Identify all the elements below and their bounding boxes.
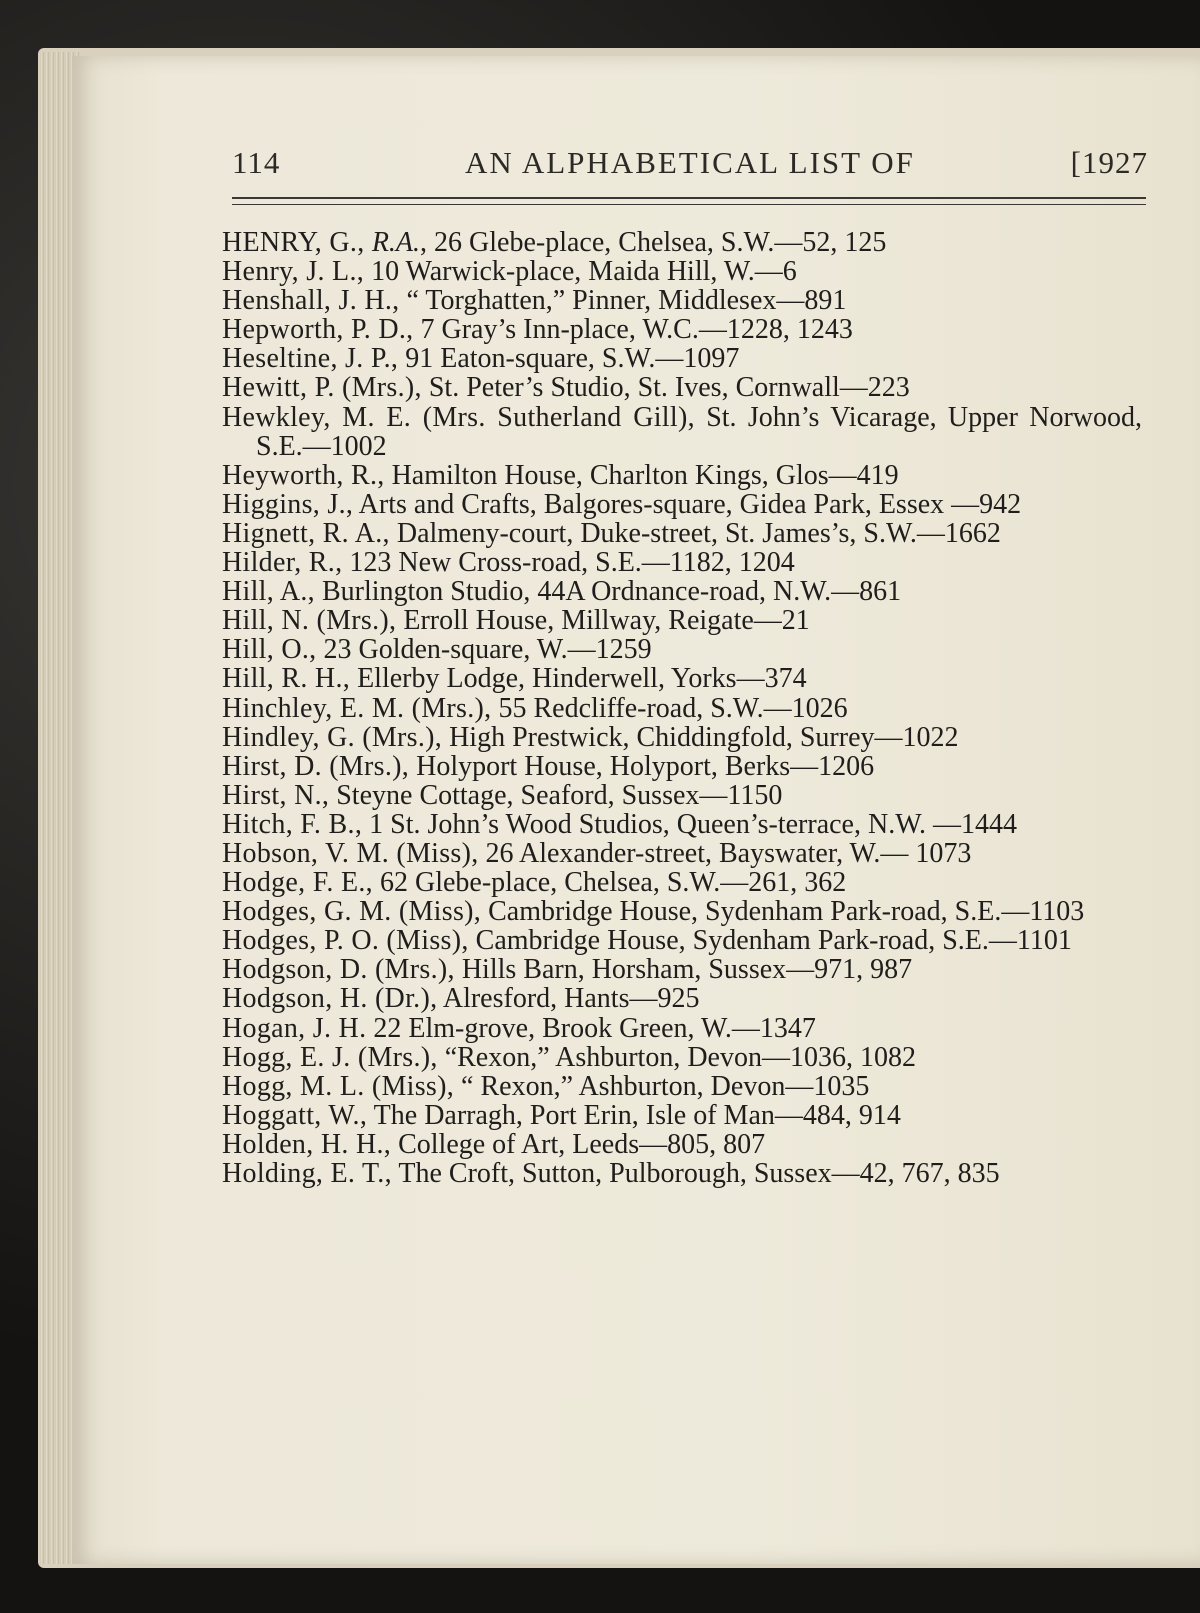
list-item	[222, 1014, 1142, 1043]
entry-name: Henshall, J. H.,	[222, 285, 400, 317]
entry-details: The Croft, Sutton, Pulborough, Sussex—42, 767, 835	[391, 1158, 1000, 1189]
running-head	[232, 145, 1148, 189]
list-item	[222, 286, 1142, 315]
entry-details: 23 Golden-square, W.—1259	[316, 634, 652, 666]
entry-name: Hewitt, P. (Mrs.),	[222, 372, 422, 404]
list-item	[222, 1159, 1142, 1188]
entry-name: Hirst, D. (Mrs.),	[222, 750, 410, 782]
list-item	[222, 490, 1142, 519]
entry-qualifier: R.A.	[371, 227, 421, 258]
list-item	[222, 519, 1142, 548]
list-item	[222, 315, 1142, 344]
list-item	[222, 897, 1142, 926]
list-item	[222, 1101, 1142, 1130]
entry-name: Hill, A.,	[222, 576, 315, 608]
entry-details: 10 Warwick-place, Maida Hill, W.—6	[364, 256, 797, 288]
list-item	[222, 344, 1142, 373]
list-item	[222, 781, 1142, 810]
entry-name: Higgins, J.,	[222, 488, 354, 520]
entry-details: 26 Alexander-street, Bayswater, W.— 1073	[478, 837, 972, 869]
entry-details: 91 Eaton-square, S.W.—1097	[398, 343, 740, 375]
entry-details: Dalmeny-court, Duke-street, St. James’s, S.W.—1662	[389, 517, 1001, 549]
entry-name: Hignett, R. A.,	[222, 517, 390, 549]
entry-details: Alresford, Hants—925	[437, 983, 700, 1015]
entry-name: Hepworth, P. D.,	[222, 314, 414, 346]
entry-details: Ellerby Lodge, Hinderwell, Yorks—374	[350, 663, 807, 695]
entry-details: Cambridge House, Sydenham Park-road, S.E.—1103	[481, 896, 1085, 928]
entry-list	[222, 228, 1142, 1188]
entry-name: Heseltine, J. P.,	[222, 343, 399, 375]
entry-details: St. Peter’s Studio, St. Ives, Cornwall—223	[421, 372, 910, 404]
entry-name: Hill, N. (Mrs.),	[222, 605, 397, 637]
entry-name: Hodges, G. M. (Miss),	[222, 896, 482, 928]
list-item	[222, 955, 1142, 984]
entry-name: Hilder, R.,	[222, 547, 343, 579]
list-item	[222, 839, 1142, 868]
list-item	[222, 984, 1142, 1013]
entry-name: Henry, J. L.,	[222, 256, 365, 288]
entry-details: Cambridge House, Sydenham Park-road, S.E.—1101	[468, 925, 1072, 957]
list-item	[222, 1130, 1142, 1159]
entry-details: Burlington Studio, 44A Ordnance-road, N.W.—861	[314, 576, 902, 608]
entry-name: Hindley, G. (Mrs.),	[222, 721, 443, 753]
entry-name: Hodgson, D. (Mrs.),	[222, 954, 455, 986]
entry-details: 62 Glebe-place, Chelsea, S.W.—261, 362	[372, 867, 847, 899]
list-item	[222, 1072, 1142, 1101]
entry-name: Hobson, V. M. (Miss),	[222, 837, 479, 869]
header-rule	[232, 197, 1146, 205]
list-item	[222, 257, 1142, 286]
list-item	[222, 635, 1142, 664]
entry-name: Hodge, F. E.,	[222, 867, 373, 899]
entry-details: Hills Barn, Horsham, Sussex—971, 987	[454, 954, 913, 986]
entry-details: 22 Elm-grove, Brook Green, W.—1347	[366, 1012, 816, 1044]
entry-name: Hogg, E. J. (Mrs.),	[222, 1041, 438, 1073]
list-item	[222, 403, 1142, 461]
entry-details: “ Rexon,” Ashburton, Devon—1035	[454, 1070, 870, 1102]
entry-details: Steyne Cottage, Seaford, Sussex—1150	[329, 779, 783, 811]
entry-details: “Rexon,” Ashburton, Devon—1036, 1082	[437, 1041, 916, 1073]
list-item	[222, 664, 1142, 693]
entry-details: 55 Redcliffe-road, S.W.—1026	[491, 692, 848, 724]
list-item	[222, 868, 1142, 897]
list-item	[222, 926, 1142, 955]
entry-name: Hill, R. H.,	[222, 663, 351, 695]
entry-details: 1 St. John’s Wood Studios, Queen’s-terrace, N.W. —1444	[362, 808, 1018, 840]
list-item	[222, 810, 1142, 839]
year-label: [1927	[1070, 145, 1148, 180]
entry-details: Hamilton House, Charlton Kings, Glos—419	[384, 459, 899, 491]
list-item	[222, 461, 1142, 490]
entry-details: High Prestwick, Chiddingfold, Surrey—1022	[442, 721, 959, 753]
entry-name: Heyworth, R.,	[222, 459, 385, 491]
entry-details: Arts and Crafts, Balgores-square, Gidea Park, Essex —942	[353, 488, 1022, 520]
entry-name: HENRY, G.,	[222, 227, 372, 258]
entry-name: Hogan, J. H.	[222, 1012, 367, 1044]
entry-name: Hogg, M. L. (Miss),	[222, 1070, 455, 1102]
list-item	[222, 577, 1142, 606]
entry-name: Holden, H. H.,	[222, 1128, 392, 1160]
entry-name: Hill, O.,	[222, 634, 317, 666]
page-number: 114	[232, 145, 281, 180]
entry-details: Erroll House, Millway, Reigate—21	[396, 605, 810, 637]
entry-name: Hirst, N.,	[222, 779, 330, 811]
entry-name: Hinchley, E. M. (Mrs.),	[222, 692, 492, 724]
entry-details: “ Torghatten,” Pinner, Middlesex—891	[399, 285, 847, 317]
entry-name: Hodges, P. O. (Miss),	[222, 925, 469, 957]
list-item	[222, 548, 1142, 577]
entry-details: Holyport House, Holyport, Berks—1206	[409, 750, 875, 782]
entry-name: Holding, E. T.,	[222, 1158, 392, 1189]
list-item	[222, 1043, 1142, 1072]
page-title: AN ALPHABETICAL LIST OF	[465, 145, 915, 180]
entry-details: 123 New Cross-road, S.E.—1182, 1204	[342, 547, 795, 579]
entry-details: 7 Gray’s Inn-place, W.C.—1228, 1243	[413, 314, 853, 346]
entry-name: Hewkley, M. E. (Mrs. Sutherland Gill),	[222, 401, 695, 433]
list-item	[222, 606, 1142, 635]
list-item	[222, 723, 1142, 752]
entry-details: The Darragh, Port Erin, Isle of Man—484, 914	[367, 1099, 901, 1131]
list-item	[222, 373, 1142, 402]
entry-details: St. John’s Vicarage, Upper Norwood, S.E.—1002	[256, 401, 1142, 462]
list-item	[222, 694, 1142, 723]
list-item	[222, 752, 1142, 781]
list-item	[222, 228, 1142, 257]
entry-details: , 26 Glebe-place, Chelsea, S.W.—52, 125	[420, 227, 887, 258]
entry-details: College of Art, Leeds—805, 807	[391, 1128, 766, 1160]
entry-name: Hodgson, H. (Dr.),	[222, 983, 438, 1015]
entry-name: Hitch, F. B.,	[222, 808, 363, 840]
entry-name: Hoggatt, W.,	[222, 1099, 368, 1131]
